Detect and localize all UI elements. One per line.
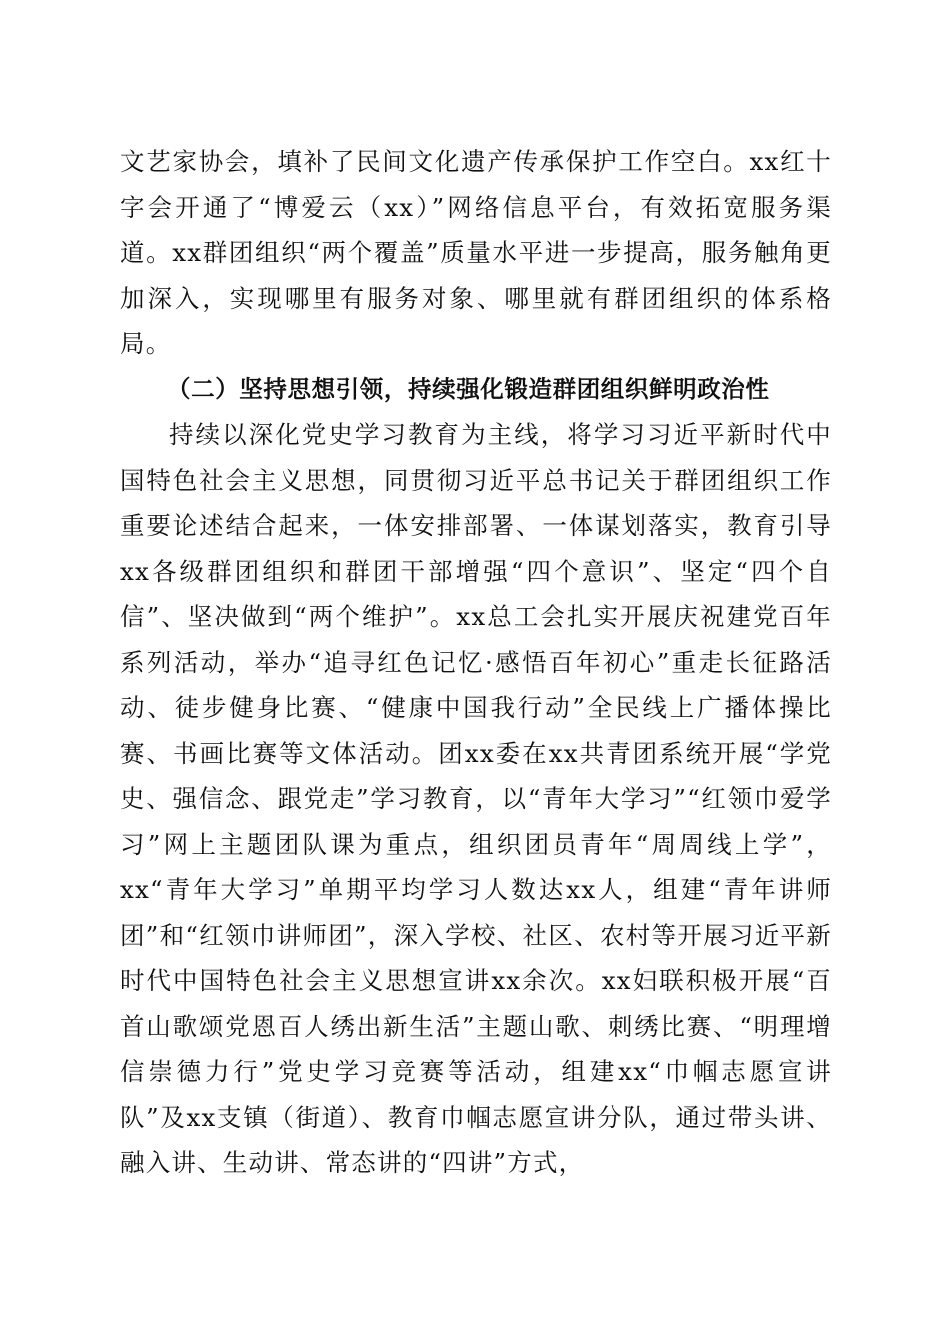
document-body [120,139,832,1186]
body-paragraph: 持续以深化党史学习教育为主线，将学习习近平新时代中国特色社会主义思想，同贯彻习近平总书记关于群团组织工作重要论述结合起来，一体安排部署、一体谋划落实，教育引导xx各级群团组织和群团干部增强“四个意识”、坚定“四个自信”、坚决做到“两个维护”。xx总工会扎实开展庆祝建党百年系列活动，举办“追寻红色记忆·感悟百年初心”重走长征路活动、徒步健身比赛、“健康中国我行动”全民线上广播体操比赛、书画比赛等文体活动。团xx委在xx共青团系统开展“学党史、强信念、跟党走”学习教育，以“青年大学习”“红领巾爱学习”网上主题团队课为重点，组织团员青年“周周线上学”，xx“青年大学习”单期平均学习人数达xx人，组建“青年讲师团”和“红领巾讲师团”，深入学校、社区、农村等开展习近平新时代中国特色社会主义思想宣讲xx余次。xx妇联积极开展“百首山歌颂党恩百人绣出新生活”主题山歌、刺绣比赛、“明理增信崇德力行”党史学习竞赛等活动，组建xx“巾帼志愿宣讲队”及xx支镇（街道）、教育巾帼志愿宣讲分队，通过带头讲、融入讲、生动讲、常态讲的“四讲”方式， [120,420,832,1177]
continuation-paragraph: 文艺家协会，填补了民间文化遗产传承保护工作空白。xx红十字会开通了“博爱云（xx）”网络信息平台，有效拓宽服务渠道。xx群团组织“两个覆盖”质量水平进一步提高，服务触角更加深入，实现哪里有服务对象、哪里就有群团组织的体系格局。 [120,147,832,358]
section-heading: （二）坚持思想引领，持续强化锻造群团组织鲜明政治性 [167,374,770,403]
